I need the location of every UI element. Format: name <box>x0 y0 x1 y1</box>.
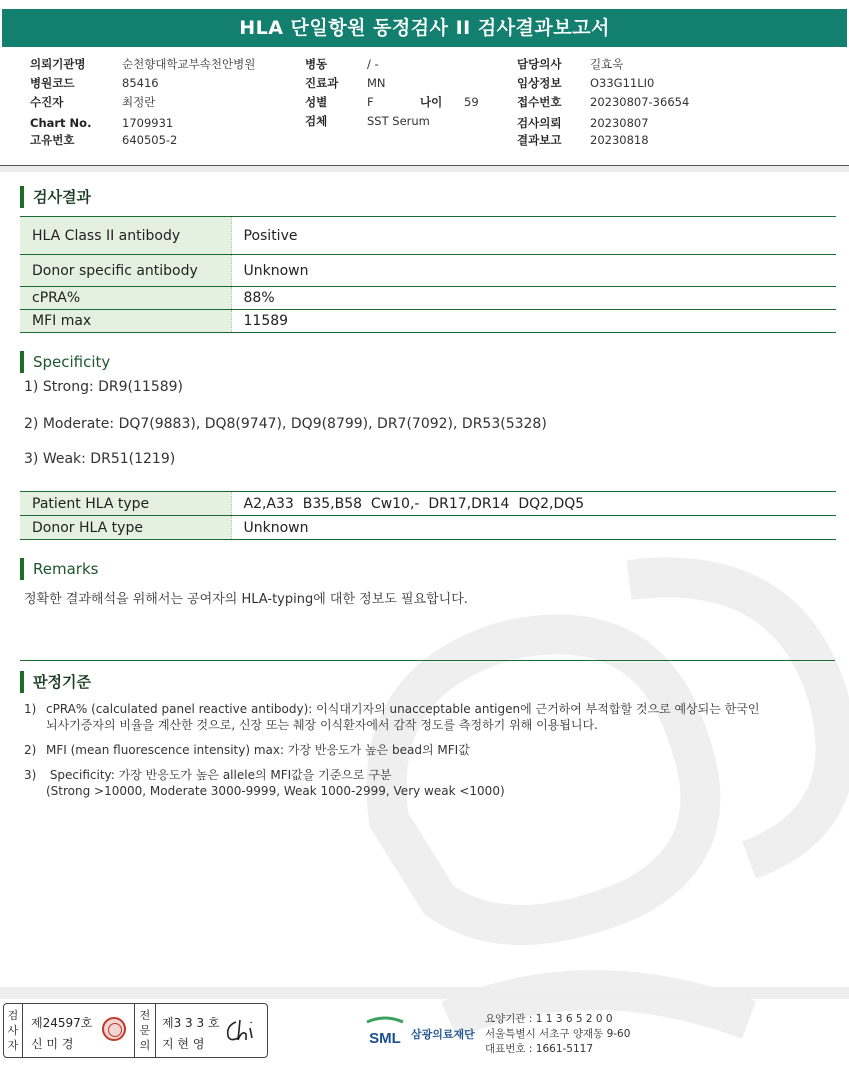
remarks-heading: Remarks <box>20 558 98 580</box>
tester-name: 신 미 경 <box>31 1037 74 1051</box>
care-institution-no: 요양기관 : 1 1 3 6 5 2 0 0 <box>485 1013 613 1025</box>
specimen-value: SST Serum <box>367 114 430 128</box>
hospital-name-label: 의뢰기관명 <box>30 57 86 71</box>
hla-type-value: A2,A33 B35,B58 Cw10,- DR17,DR14 DQ2,DQ5 <box>231 492 836 516</box>
criteria-text: Specificity: 가장 반응도가 높은 allele의 MFI값을 기준으로 구분 <box>46 768 392 782</box>
report-title: HLA 단일항원 동정검사 II 검사결과보고서 <box>2 9 847 47</box>
hla-type-key: Donor HLA type <box>20 516 231 540</box>
section-divider <box>20 660 835 661</box>
ward-value: / - <box>367 57 379 71</box>
unique-id-value: 640505-2 <box>122 133 178 147</box>
svg-text:SML: SML <box>369 1030 401 1047</box>
clinical-info-value: O33G11LI0 <box>590 76 655 90</box>
org-address <box>485 1012 630 1057</box>
patient-name-value: 최정란 <box>122 95 156 109</box>
results-heading: 검사결과 <box>20 186 91 208</box>
hla-type-value: Unknown <box>231 516 836 540</box>
specimen-label: 검체 <box>305 114 328 128</box>
specificity-weak: 3) Weak: DR51(1219) <box>24 451 176 467</box>
criteria-text: MFI (mean fluorescence intensity) max: 가장 반응도가 높은 bead의 MFI값 <box>46 743 470 757</box>
chart-no-label: Chart No. <box>30 116 92 130</box>
result-value: 88% <box>231 287 836 310</box>
header-band <box>0 166 849 172</box>
results-table <box>20 216 836 333</box>
request-date-label: 검사의뢰 <box>517 116 562 130</box>
signature-icon <box>222 1016 260 1046</box>
report-date-label: 결과보고 <box>517 133 562 147</box>
department-label: 진료과 <box>305 76 339 90</box>
table-row <box>20 310 836 333</box>
clinical-info-label: 임상정보 <box>517 76 562 90</box>
phone-number: 대표번호 : 1661-5117 <box>485 1043 594 1055</box>
request-date-value: 20230807 <box>590 116 649 130</box>
age-value: 59 <box>464 95 479 109</box>
criteria-heading: 판정기준 <box>20 671 91 693</box>
tester-label: 검 사 자 <box>7 1009 19 1052</box>
receipt-no-value: 20230807-36654 <box>590 95 690 109</box>
footer-band <box>0 987 849 999</box>
unique-id-label: 고유번호 <box>30 133 75 147</box>
table-row <box>20 287 836 310</box>
specificity-heading: Specificity <box>20 351 110 373</box>
hla-type-key: Patient HLA type <box>20 492 231 516</box>
department-value: MN <box>367 76 386 90</box>
table-row <box>20 492 836 516</box>
age-label: 나이 <box>420 95 443 109</box>
criteria-text: (Strong >10000, Moderate 3000-9999, Weak 1000-2999, Very weak <1000) <box>46 784 505 798</box>
receipt-no-label: 접수번호 <box>517 95 562 109</box>
remarks-text: 정확한 결과해석을 위해서는 공여자의 HLA-typing에 대한 정보도 필요합니다. <box>24 592 468 607</box>
result-key: MFI max <box>20 310 231 333</box>
specificity-moderate: 2) Moderate: DQ7(9883), DQ8(9747), DQ9(8799), DR7(7092), DR53(5328) <box>24 416 547 432</box>
table-row <box>20 255 836 287</box>
chart-no-value: 1709931 <box>122 116 174 130</box>
seal-stamp <box>102 1017 126 1041</box>
specialist-license-no: 제3 3 3 호 <box>162 1016 220 1030</box>
criteria-number: 2) <box>24 743 37 757</box>
table-row <box>20 516 836 540</box>
specialist-label: 전 문 의 <box>139 1009 151 1052</box>
result-key: Donor specific antibody <box>20 255 231 287</box>
hospital-code-label: 병원코드 <box>30 76 75 90</box>
address: 서울특별시 서초구 양재동 9-60 <box>485 1028 631 1040</box>
org-name: 삼광의료재단 <box>411 1028 475 1041</box>
sex-label: 성별 <box>305 95 328 109</box>
criteria-number: 1) <box>24 702 37 716</box>
doctor-value: 길효욱 <box>590 57 624 71</box>
criteria-number: 3) <box>24 768 37 782</box>
specialist-name: 지 현 영 <box>162 1037 205 1051</box>
hospital-code-value: 85416 <box>122 76 159 90</box>
signature-box <box>3 1003 268 1058</box>
result-value: Positive <box>231 217 836 255</box>
doctor-label: 담당의사 <box>517 57 562 71</box>
hospital-name-value: 순천향대학교부속천안병원 <box>122 57 256 71</box>
patient-name-label: 수진자 <box>30 95 64 109</box>
sex-value: F <box>367 95 374 109</box>
table-row <box>20 217 836 255</box>
sml-logo-icon <box>365 1016 405 1052</box>
criteria-text: cPRA% (calculated panel reactive antibody): 이식대기자의 unacceptable antigen에 근거하여 부적합할 것으로 예상되는 한국인 <box>46 702 760 716</box>
result-value: 11589 <box>231 310 836 333</box>
ward-label: 병동 <box>305 57 328 71</box>
specificity-strong: 1) Strong: DR9(11589) <box>24 379 184 395</box>
result-key: HLA Class II antibody <box>20 217 231 255</box>
result-key: cPRA% <box>20 287 231 310</box>
hla-type-table <box>20 491 836 540</box>
criteria-text: 뇌사기증자의 비율을 계산한 것으로, 신장 또는 췌장 이식환자에서 감작 정도를 측정하기 위해 이용됩니다. <box>46 718 598 732</box>
tester-license-no: 제24597호 <box>31 1016 93 1030</box>
report-date-value: 20230818 <box>590 133 649 147</box>
result-value: Unknown <box>231 255 836 287</box>
